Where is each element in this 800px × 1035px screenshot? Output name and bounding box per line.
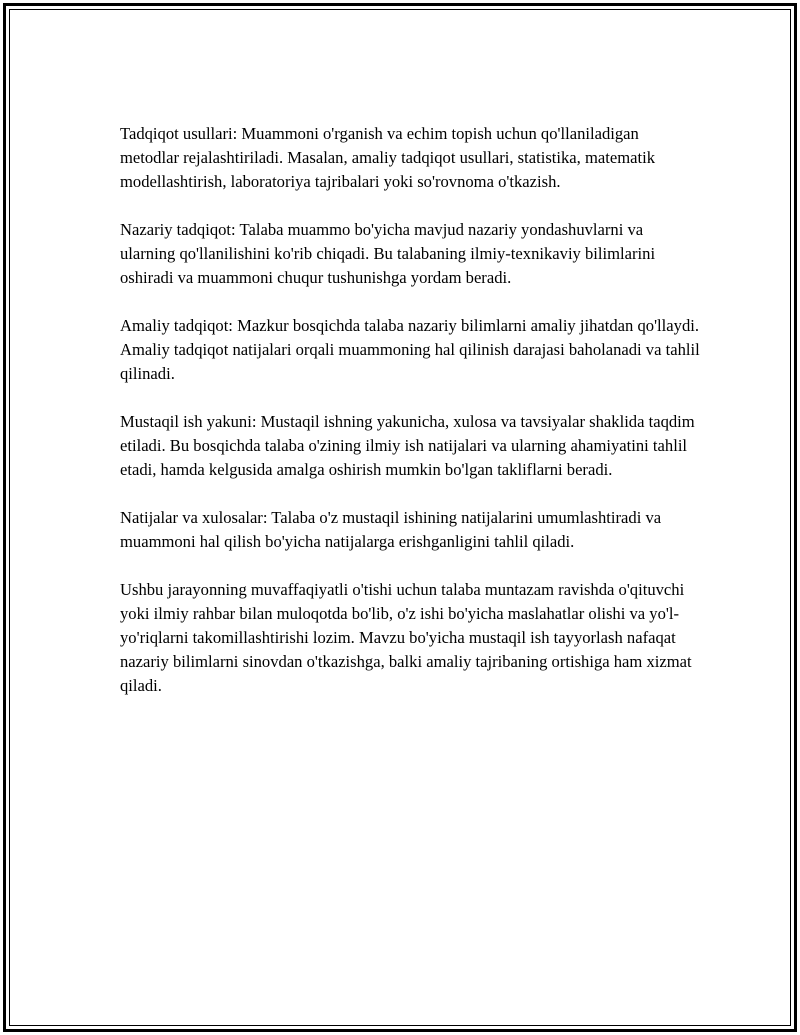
paragraph-theoretical-research: Nazariy tadqiqot: Talaba muammo bo'yicha mavjud nazariy yondashuvlarni va ularning qo'llanilishini ko'rib chiqadi. Bu talabaning ilmiy-texnikaviy bilimlarini oshiradi va muammoni chuqur tushunishga yordam beradi. bbox=[120, 220, 656, 287]
paragraph-research-methods: Tadqiqot usullari: Muammoni o'rganish va echim topish uchun qo'llaniladigan metodlar rejalashtiriladi. Masalan, amaliy tadqiqot usullari, statistika, matematik modellashtirish, laboratoriya tajribalari yoki so'rovnoma o'tkazish. bbox=[120, 124, 656, 191]
page-border bbox=[3, 3, 797, 1032]
paragraph-practical-research: Amaliy tadqiqot: Mazkur bosqichda talaba nazariy bilimlarni amaliy jihatdan qo'llaydi. Amaliy tadqiqot natijalari orqali muammoning hal qilinish darajasi baholanadi va tahlil qilinadi. bbox=[120, 316, 700, 383]
paragraph-results-and-conclusions: Natijalar va xulosalar: Talaba o'z mustaqil ishining natijalarini umumlashtiradi va muammoni hal qilish bo'yicha natijalarga erishganligini tahlil qiladi. bbox=[120, 508, 662, 551]
paragraph-closing-remarks: Ushbu jarayonning muvaffaqiyatli o'tishi uchun talaba muntazam ravishda o'qituvchi yoki ilmiy rahbar bilan muloqotda bo'lib, o'z ishi bo'yicha maslahatlar olishi va yo'l-yo'riqlarni takomillashtirishi lozim. Mavzu bo'yicha mustaqil ish tayyorlash nafaqat nazariy bilimlarni sinovdan o'tkazishga, balki amaliy tajribaning ortishiga ham xizmat qiladi. bbox=[120, 580, 692, 695]
paragraph-independent-work-conclusion: Mustaqil ish yakuni: Mustaqil ishning yakunicha, xulosa va tavsiyalar shaklida taqdim etiladi. Bu bosqichda talaba o'zining ilmiy ish natijalari va ularning ahamiyatini tahlil etadi, hamda kelgusida amalga oshirish mumkin bo'lgan takliflarni beradi. bbox=[120, 412, 695, 479]
document-body bbox=[120, 122, 700, 722]
